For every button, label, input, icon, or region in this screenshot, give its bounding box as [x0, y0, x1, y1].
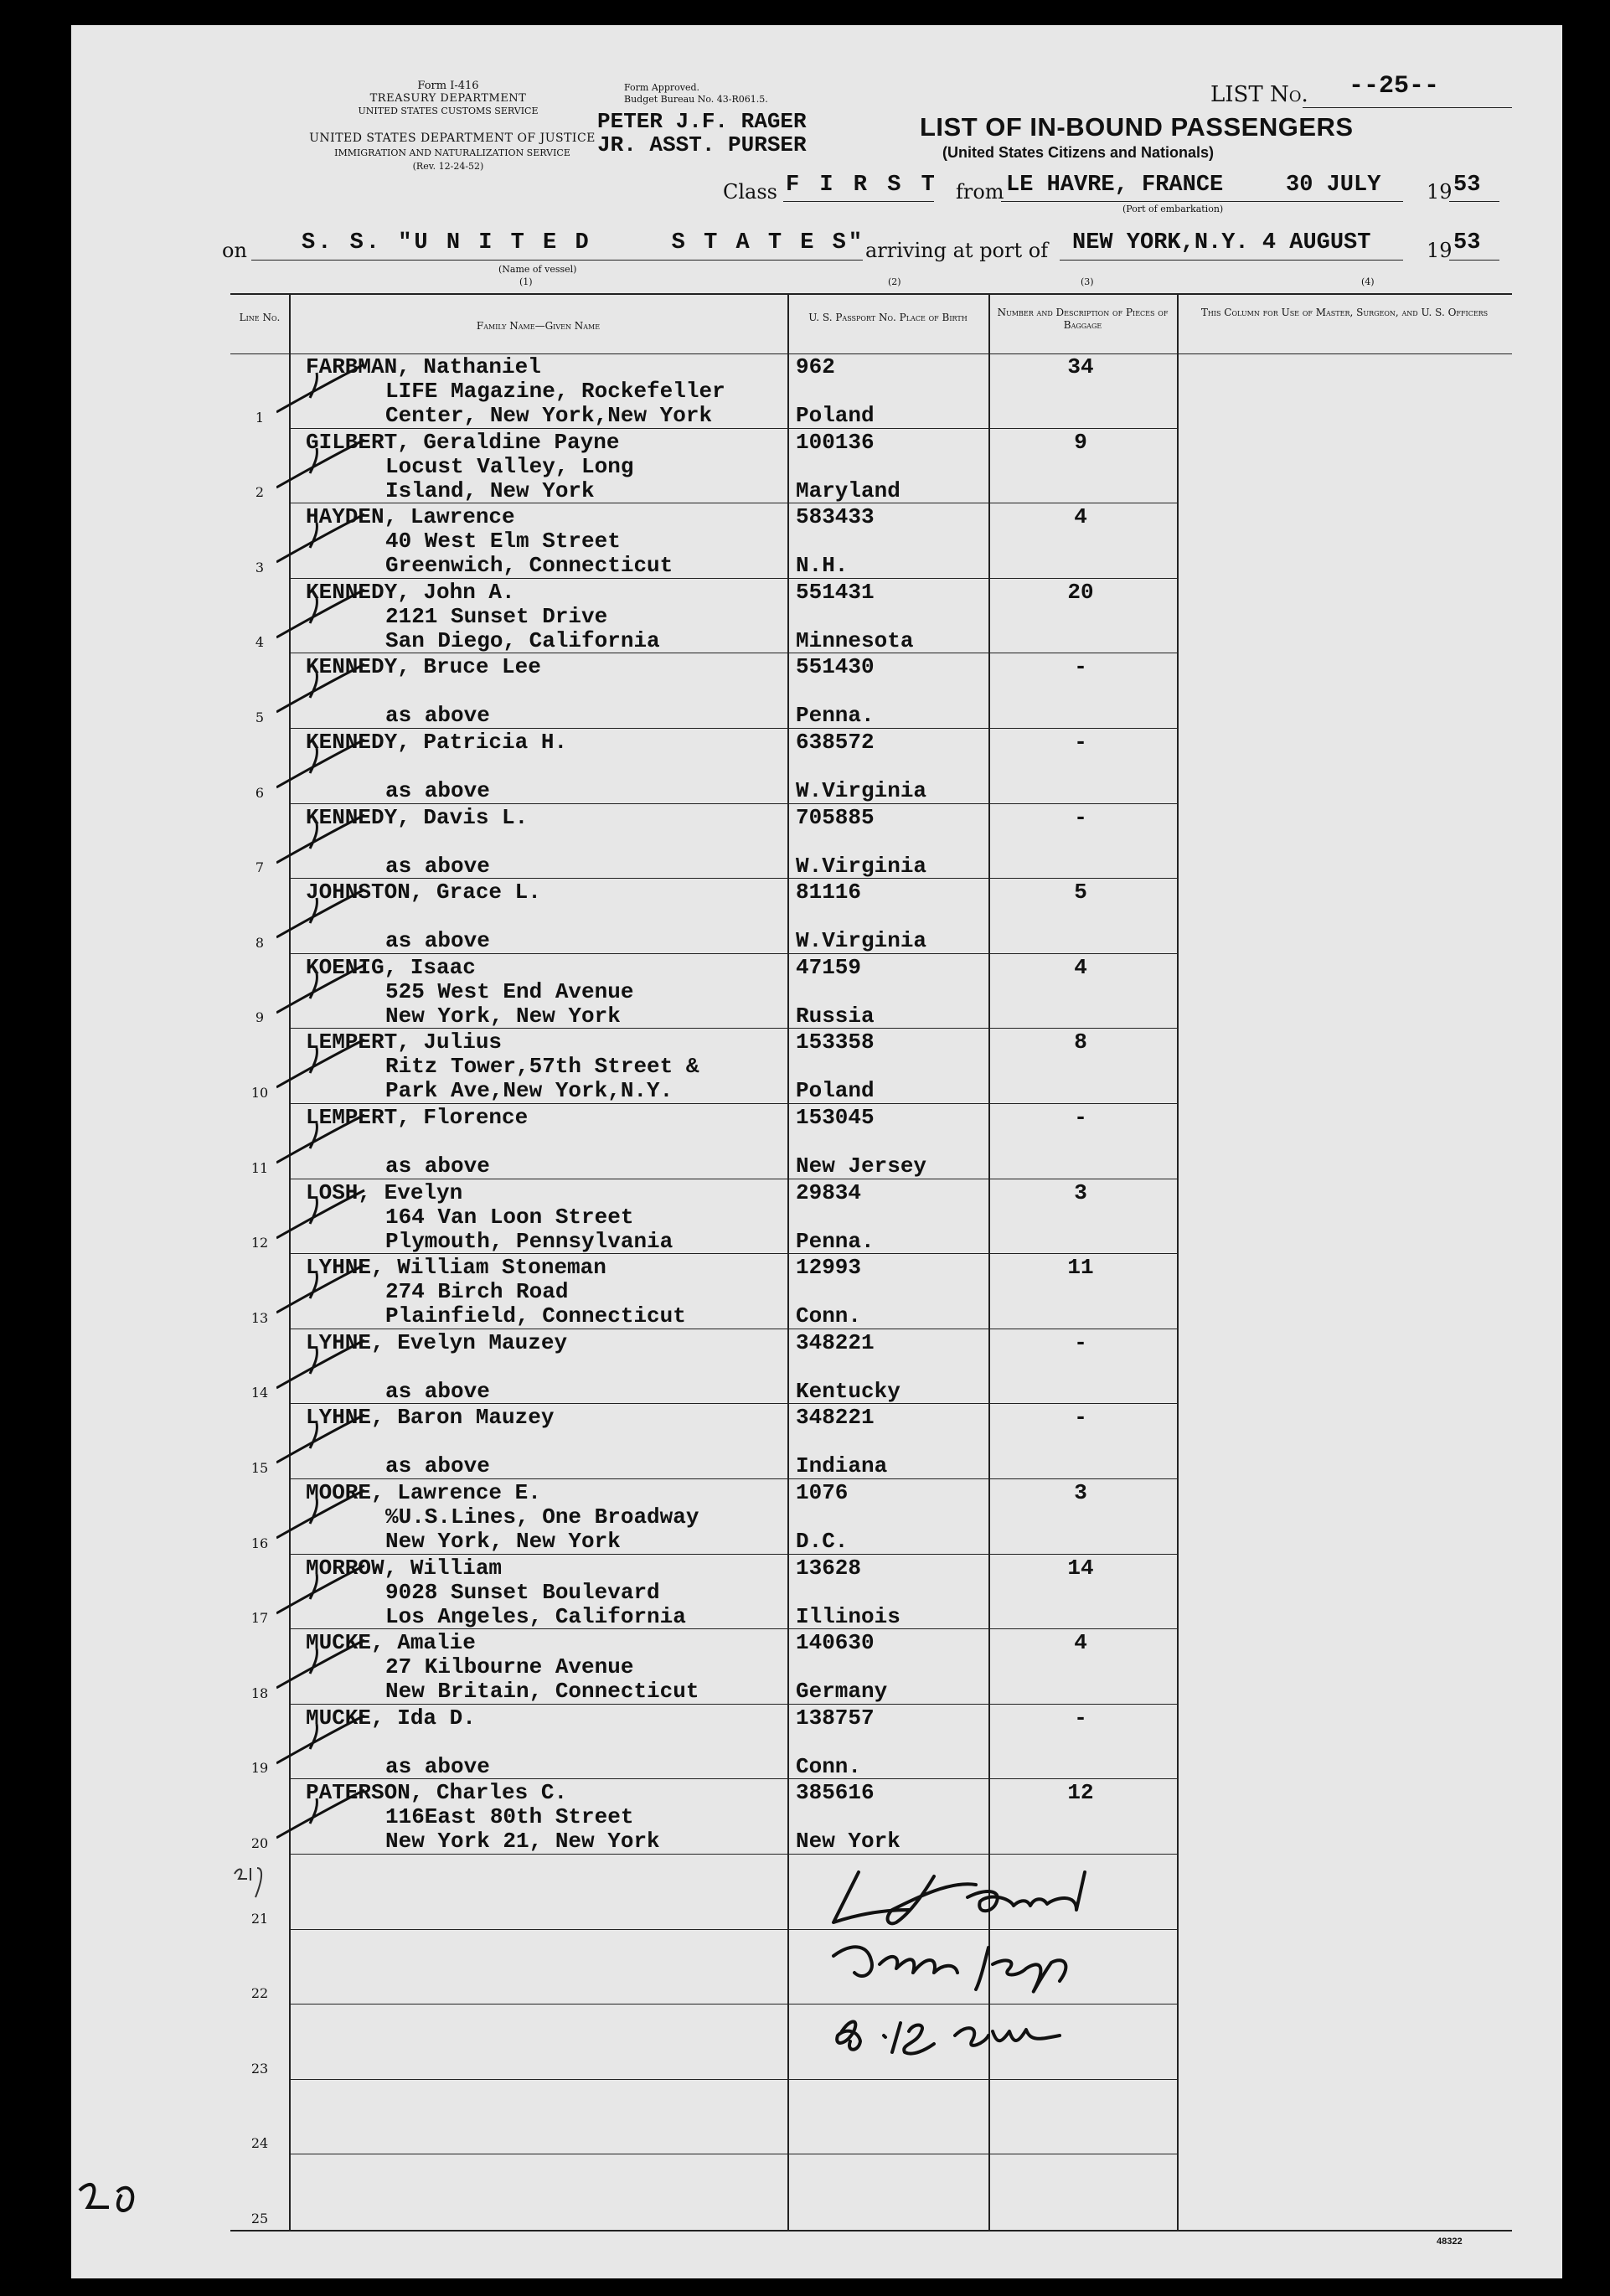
baggage-count: -: [1074, 1329, 1087, 1355]
check-mark-icon: [276, 811, 369, 869]
table-row: [230, 804, 1512, 880]
place-of-birth: New York: [796, 1829, 900, 1855]
place-of-birth: Illinois: [796, 1603, 900, 1629]
passenger-address-line2: New York, New York: [385, 1529, 621, 1554]
place-of-birth: W.Virginia: [796, 853, 927, 879]
margin-mark-bottom: [71, 2174, 147, 2224]
embark-year-prefix: 19: [1427, 180, 1453, 204]
passenger-address-line1: 116East 80th Street: [385, 1804, 634, 1830]
baggage-count: 4: [1074, 1630, 1087, 1656]
baggage-count: -: [1074, 654, 1087, 680]
page-title: LIST OF IN-BOUND PASSENGERS: [920, 112, 1354, 142]
passenger-name: FARBMAN, Nathaniel: [306, 354, 541, 379]
passenger-address-line1: LIFE Magazine, Rockefeller: [385, 379, 725, 404]
table-row: [230, 1404, 1512, 1479]
passenger-address-line1: Locust Valley, Long: [385, 453, 634, 479]
check-mark-icon: [276, 660, 369, 719]
passenger-address-line2: as above: [385, 1753, 490, 1779]
place-of-birth: Poland: [796, 403, 875, 428]
place-of-birth: Penna.: [796, 703, 875, 729]
line-number: 21: [250, 1910, 269, 1927]
baggage-count: 3: [1074, 1480, 1087, 1505]
table-row: [230, 1329, 1512, 1405]
place-of-birth: W.Virginia: [796, 778, 927, 803]
line-number: 18: [250, 1685, 269, 1701]
arrival-underline: [1060, 260, 1403, 261]
passenger-address-line1: 27 Kilbourne Avenue: [385, 1654, 634, 1680]
line-number: 1: [255, 409, 265, 426]
passenger-address-line2: as above: [385, 778, 490, 803]
passenger-address-line2: Greenwich, Connecticut: [385, 553, 673, 579]
passenger-address-line1: Ritz Tower,57th Street &: [385, 1054, 699, 1080]
passport-number: 705885: [796, 804, 875, 830]
check-mark-icon: [276, 586, 369, 644]
passport-number: 385616: [796, 1780, 875, 1806]
check-mark-icon: [276, 1261, 369, 1319]
passenger-address-line2: Center, New York,New York: [385, 403, 713, 428]
passport-number: 138757: [796, 1705, 875, 1731]
passport-number: 81116: [796, 880, 862, 906]
class-label: Class: [723, 180, 777, 204]
budget-bureau: Budget Bureau No. 43-R061.5.: [624, 94, 768, 105]
place-of-birth: W.Virginia: [796, 928, 927, 954]
line-number: 12: [250, 1235, 269, 1251]
list-no-label: LIST No.: [1210, 82, 1308, 107]
table-row: [230, 879, 1512, 954]
place-of-birth: Conn.: [796, 1303, 862, 1329]
arriving-label: arriving at port of: [865, 239, 1049, 262]
line-number: 6: [255, 784, 265, 801]
passport-number: 551430: [796, 654, 875, 680]
line-number: 9: [255, 1009, 265, 1026]
check-mark-icon: [276, 1411, 369, 1469]
class-underline: [783, 201, 934, 202]
arrival-year-prefix: 19: [1427, 239, 1453, 262]
passenger-name: LYHNE, Evelyn Mauzey: [306, 1329, 568, 1355]
arrival-port-date: NEW YORK,N.Y. 4 AUGUST: [1072, 230, 1371, 255]
line-number: 3: [255, 559, 265, 575]
line-number: 7: [255, 859, 265, 876]
header-officers-column: This Column for Use of Master, Surgeon, and U. S. Officers: [1200, 307, 1489, 318]
passenger-name: LYHNE, William Stoneman: [306, 1255, 606, 1281]
check-mark-icon: [276, 735, 369, 794]
table-row: [230, 1705, 1512, 1780]
line-number: 10: [250, 1084, 269, 1101]
passenger-address-line2: New York 21, New York: [385, 1829, 660, 1855]
line-number: 19: [250, 1760, 269, 1777]
line-number: 16: [250, 1535, 269, 1551]
passenger-address-line2: as above: [385, 703, 490, 729]
passenger-address-line2: New York, New York: [385, 1003, 621, 1029]
passenger-address-line1: 40 West Elm Street: [385, 529, 621, 555]
column-number-2: (2): [888, 276, 901, 287]
baggage-count: -: [1074, 804, 1087, 830]
line-number: 14: [250, 1385, 269, 1401]
passport-number: 551431: [796, 579, 875, 605]
line-number: 23: [250, 2060, 269, 2077]
place-of-birth: Indiana: [796, 1453, 888, 1479]
baggage-count: 14: [1067, 1555, 1094, 1581]
table-row: [230, 579, 1512, 654]
purser-stamp-name: PETER J.F. RAGER: [597, 109, 807, 134]
table-row: [230, 954, 1512, 1029]
passenger-name: LEMPERT, Julius: [306, 1029, 503, 1055]
passenger-address-line1: %U.S.Lines, One Broadway: [385, 1504, 699, 1530]
passenger-name: LOSH, Evelyn: [306, 1179, 463, 1205]
on-label: on: [222, 239, 247, 262]
place-of-birth: Russia: [796, 1003, 875, 1029]
passport-number: 583433: [796, 504, 875, 530]
line-number: 5: [255, 709, 265, 725]
customs-service: UNITED STATES CUSTOMS SERVICE: [358, 106, 539, 116]
from-underline: [1001, 201, 1403, 202]
passport-number: 348221: [796, 1405, 875, 1431]
check-mark-icon: [276, 1561, 369, 1620]
line-number: 24: [250, 2135, 269, 2152]
vessel-name: S. S. "U N I T E D S T A T E S": [302, 230, 865, 255]
baggage-count: 34: [1067, 354, 1094, 379]
revision: (Rev. 12-24-52): [412, 161, 484, 172]
place-of-birth: Conn.: [796, 1753, 862, 1779]
passenger-address-line1: 274 Birch Road: [385, 1279, 569, 1305]
table-row: [230, 1479, 1512, 1555]
table-row: [230, 1104, 1512, 1179]
list-no-value: --25--: [1349, 72, 1440, 101]
baggage-count: 4: [1074, 504, 1087, 530]
embark-year: 53: [1453, 173, 1481, 198]
place-of-birth: Penna.: [796, 1228, 875, 1254]
check-mark-icon: [276, 885, 369, 944]
table-row: [230, 653, 1512, 729]
line-number: 15: [250, 1459, 269, 1476]
passenger-address-line2: New Britain, Connecticut: [385, 1679, 699, 1705]
passenger-name: MOORE, Lawrence E.: [306, 1480, 541, 1505]
page-subtitle: (United States Citizens and Nationals): [942, 144, 1215, 161]
baggage-count: -: [1074, 1705, 1087, 1731]
header-family-name: Family Name—Given Name: [476, 320, 601, 332]
ins-service: IMMIGRATION AND NATURALIZATION SERVICE: [334, 147, 570, 158]
passenger-name: GILBERT, Geraldine Payne: [306, 429, 620, 455]
print-code: 48322: [1437, 2237, 1463, 2247]
passport-number: 13628: [796, 1555, 862, 1581]
passenger-address-line2: as above: [385, 1378, 490, 1404]
table-row: [230, 2154, 1512, 2230]
column-number-3: (3): [1081, 276, 1094, 287]
line-number: 4: [255, 634, 265, 651]
passenger-address-line2: Park Ave,New York,N.Y.: [385, 1078, 673, 1104]
baggage-count: -: [1074, 1405, 1087, 1431]
purser-stamp-title: JR. ASST. PURSER: [597, 132, 807, 157]
arrival-year-underline: [1449, 260, 1499, 261]
passenger-name: KENNEDY, Patricia H.: [306, 730, 568, 755]
baggage-count: 9: [1074, 429, 1087, 455]
baggage-count: 3: [1074, 1179, 1087, 1205]
baggage-count: -: [1074, 1105, 1087, 1130]
treasury-department: TREASURY DEPARTMENT: [369, 92, 527, 105]
passenger-address-line2: Island, New York: [385, 477, 595, 503]
line-number: 11: [250, 1159, 269, 1176]
passport-number: 153358: [796, 1029, 875, 1055]
passenger-address-line2: as above: [385, 1453, 490, 1479]
passport-number: 100136: [796, 429, 875, 455]
margin-mark-top: [230, 1864, 264, 1901]
check-mark-icon: [276, 1111, 369, 1169]
check-mark-icon: [276, 1486, 369, 1545]
passport-number: 1076: [796, 1480, 849, 1505]
baggage-count: 20: [1067, 579, 1094, 605]
passenger-address-line2: as above: [385, 928, 490, 954]
embarkation-date: 30 JULY: [1286, 173, 1381, 198]
form-approved: Form Approved.: [624, 82, 700, 93]
line-number: 17: [250, 1610, 269, 1627]
passport-number: 348221: [796, 1329, 875, 1355]
place-of-birth: Germany: [796, 1679, 888, 1705]
table-row: [230, 2080, 1512, 2155]
embarkation-port: LE HAVRE, FRANCE: [1006, 173, 1224, 198]
passport-number: 638572: [796, 730, 875, 755]
class-value: F I R S T: [786, 173, 938, 198]
passport-number: 140630: [796, 1630, 875, 1656]
place-of-birth: New Jersey: [796, 1153, 927, 1179]
header-baggage: Number and Description of Pieces of Baggage: [997, 307, 1169, 331]
passenger-name: KENNEDY, Bruce Lee: [306, 654, 541, 680]
passenger-address-line2: Plymouth, Pennsylvania: [385, 1228, 673, 1254]
passenger-name: KOENIG, Isaac: [306, 954, 476, 980]
passport-number: 47159: [796, 954, 862, 980]
table-row: [230, 1629, 1512, 1705]
place-of-birth: N.H.: [796, 553, 849, 579]
passenger-address-line2: Los Angeles, California: [385, 1603, 686, 1629]
passenger-name: HAYDEN, Lawrence: [306, 504, 515, 530]
column-number-4: (4): [1361, 276, 1375, 287]
line-number: 22: [250, 1985, 269, 2002]
passenger-address-line1: 9028 Sunset Boulevard: [385, 1579, 660, 1605]
table-row: [230, 1179, 1512, 1255]
check-mark-icon: [276, 436, 369, 494]
column-number-1: (1): [519, 276, 533, 287]
header-line-no: Line No.: [239, 312, 281, 323]
year-underline: [1449, 201, 1499, 202]
check-mark-icon: [276, 1186, 369, 1245]
table-row: [230, 353, 1512, 429]
table-row: [230, 729, 1512, 804]
line-number: 20: [250, 1834, 269, 1851]
passenger-address-line1: 525 West End Avenue: [385, 978, 634, 1004]
passport-number: 29834: [796, 1179, 862, 1205]
table-row: [230, 1779, 1512, 1855]
place-of-birth: Poland: [796, 1078, 875, 1104]
check-mark-icon: [276, 1336, 369, 1395]
line-number: 25: [250, 2210, 269, 2226]
list-no-underline: [1303, 107, 1512, 108]
passenger-list-page: [71, 25, 1562, 2278]
check-mark-icon: [276, 1711, 369, 1770]
check-mark-icon: [276, 961, 369, 1019]
arrival-year: 53: [1453, 230, 1481, 255]
passenger-address-line1: 164 Van Loon Street: [385, 1204, 634, 1230]
baggage-count: 12: [1067, 1780, 1094, 1806]
baggage-count: 11: [1067, 1255, 1094, 1281]
place-of-birth: Kentucky: [796, 1378, 900, 1404]
passenger-name: JOHNSTON, Grace L.: [306, 880, 541, 906]
check-mark-icon: [276, 1786, 369, 1845]
table-row: [230, 503, 1512, 579]
passenger-address-line2: Plainfield, Connecticut: [385, 1303, 686, 1329]
header-passport: U. S. Passport No. Place of Birth: [808, 312, 968, 323]
passenger-address-line2: as above: [385, 1153, 490, 1179]
place-of-birth: Maryland: [796, 477, 900, 503]
form-number: Form I-416: [417, 80, 479, 92]
check-mark-icon: [276, 1035, 369, 1094]
baggage-count: 4: [1074, 954, 1087, 980]
margin-mark-bottom-text: [88, 2186, 89, 2187]
passenger-name: MUCKE, Amalie: [306, 1630, 476, 1656]
baggage-count: 5: [1074, 880, 1087, 906]
passenger-address-line2: San Diego, California: [385, 627, 660, 653]
passport-number: 153045: [796, 1105, 875, 1130]
check-mark-icon: [276, 510, 369, 569]
passenger-address-line1: 2121 Sunset Drive: [385, 603, 608, 629]
place-of-birth: D.C.: [796, 1529, 849, 1554]
place-of-birth: Minnesota: [796, 627, 914, 653]
from-label: from: [956, 180, 1004, 204]
table-row: [230, 1555, 1512, 1630]
port-of-embarkation-caption: (Port of embarkation): [1122, 204, 1224, 214]
line-number: 2: [255, 484, 265, 501]
table-row: [230, 429, 1512, 504]
passport-number: 962: [796, 354, 835, 379]
check-mark-icon: [276, 1636, 369, 1695]
passenger-name: KENNEDY, Davis L.: [306, 804, 529, 830]
table-row: [230, 1254, 1512, 1329]
passenger-name: LYHNE, Baron Mauzey: [306, 1405, 555, 1431]
inspector-signature: [808, 1864, 1177, 2090]
baggage-count: -: [1074, 730, 1087, 755]
baggage-count: 8: [1074, 1029, 1087, 1055]
name-of-vessel-caption: (Name of vessel): [498, 264, 577, 275]
passenger-name: MUCKE, Ida D.: [306, 1705, 476, 1731]
passenger-name: KENNEDY, John A.: [306, 579, 515, 605]
table-row: [230, 1029, 1512, 1104]
passenger-address-line2: as above: [385, 853, 490, 879]
passenger-name: MORROW, William: [306, 1555, 503, 1581]
line-number: 8: [255, 934, 265, 951]
vessel-underline: [251, 260, 863, 261]
passenger-name: PATERSON, Charles C.: [306, 1780, 568, 1806]
passport-number: 12993: [796, 1255, 862, 1281]
check-mark-icon: [276, 360, 369, 419]
line-number: 13: [250, 1309, 269, 1326]
justice-department: UNITED STATES DEPARTMENT OF JUSTICE: [309, 132, 596, 145]
passenger-name: LEMPERT, Florence: [306, 1105, 529, 1130]
